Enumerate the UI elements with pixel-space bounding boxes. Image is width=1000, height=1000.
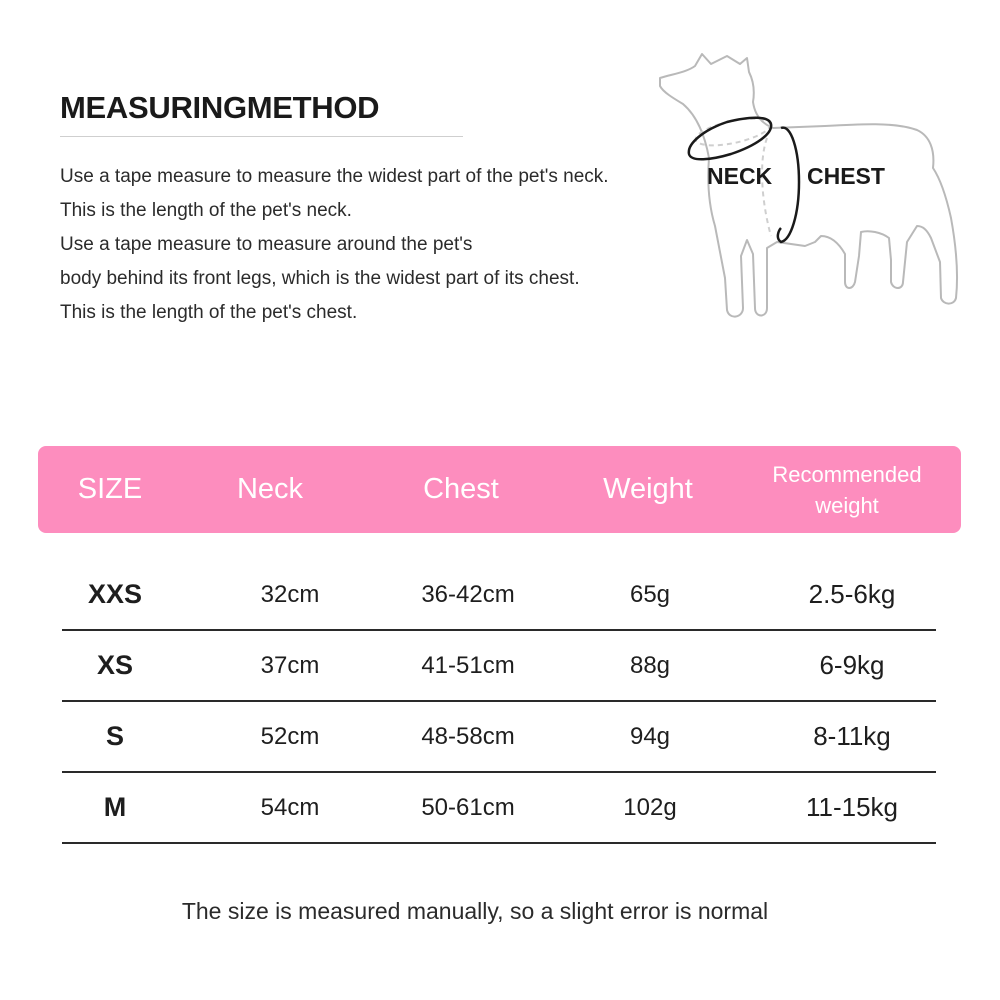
header-weight: Weight	[603, 473, 693, 505]
description-line: This is the length of the pet's chest.	[60, 302, 358, 323]
table-row	[62, 702, 936, 773]
neck-label: NECK	[707, 163, 773, 189]
description-line: Use a tape measure to measure the widest part of the pet's neck.	[60, 166, 609, 187]
header-recommended-line2: weight	[815, 492, 879, 518]
header-neck: Neck	[236, 473, 304, 505]
recommended-cell: 11-15kg	[805, 792, 899, 822]
chest-cell: 36-42cm	[421, 580, 515, 608]
weight-cell: 88g	[629, 651, 671, 679]
title-underline	[60, 136, 463, 137]
weight-cell: 65g	[629, 580, 671, 608]
size-cell: XXS	[87, 579, 143, 609]
recommended-cell: 8-11kg	[813, 721, 891, 751]
method-title: MEASURINGMETHOD	[60, 90, 380, 125]
recommended-cell: 2.5-6kg	[808, 579, 896, 609]
chest-label: CHEST	[807, 163, 885, 189]
weight-cell: 102g	[623, 793, 677, 821]
table-row	[62, 631, 936, 702]
chest-cell: 50-61cm	[421, 793, 515, 821]
chest-cell: 41-51cm	[421, 651, 515, 679]
header-size: SIZE	[77, 473, 143, 505]
header-recommended-line1: Recommended	[772, 461, 922, 487]
size-cell: M	[103, 792, 127, 822]
size-table-body	[62, 560, 936, 844]
weight-cell: 94g	[629, 722, 671, 750]
neck-cell: 52cm	[260, 722, 320, 750]
table-header	[38, 446, 961, 533]
size-cell: S	[105, 721, 124, 751]
description-line: This is the length of the pet's neck.	[60, 200, 352, 221]
footer-note: The size is measured manually, so a slight error is normal	[181, 898, 769, 924]
description-line: Use a tape measure to measure around the pet's	[60, 234, 473, 255]
chest-cell: 48-58cm	[421, 722, 515, 750]
dog-measurement-illustration	[655, 50, 965, 340]
description-line: body behind its front legs, which is the widest part of its chest.	[60, 268, 580, 289]
table-row	[62, 560, 936, 631]
neck-cell: 37cm	[260, 651, 320, 679]
table-row	[62, 773, 936, 844]
method-description	[60, 160, 700, 330]
chest-measure-line	[778, 128, 799, 242]
neck-cell: 32cm	[260, 580, 320, 608]
size-cell: XS	[96, 650, 134, 680]
neck-measure-line	[689, 118, 771, 160]
header-recommended-weight	[752, 446, 942, 533]
neck-cell: 54cm	[260, 793, 320, 821]
recommended-cell: 6-9kg	[819, 650, 885, 680]
header-chest: Chest	[423, 473, 499, 505]
